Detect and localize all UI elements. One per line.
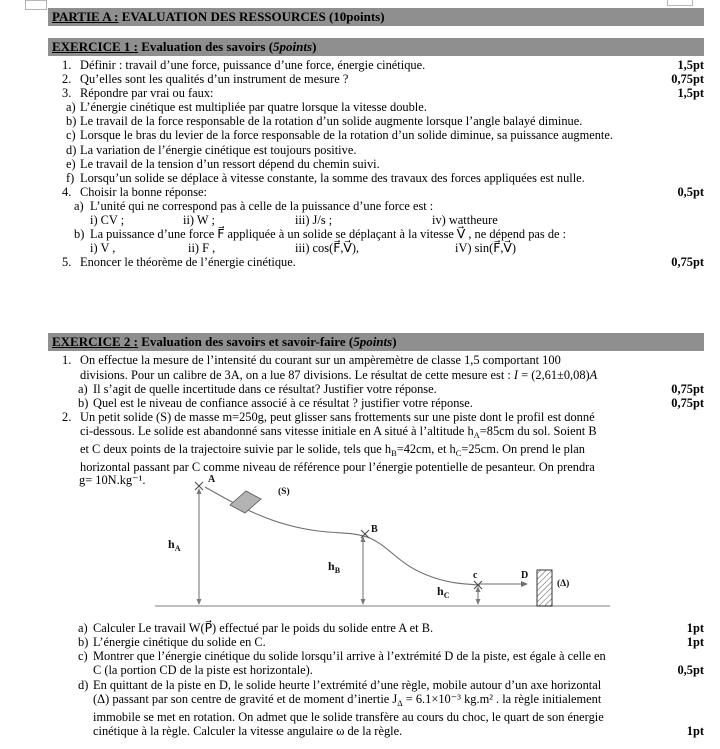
question-text: horizontal passant par C comme niveau de référence pour l’énergie potentielle de pesanteur. On prendra (80, 460, 595, 475)
item-letter: c) (78, 649, 88, 664)
label-hC: $h_C$ (437, 584, 450, 601)
partie-a-title: EVALUATION DES RESSOURCES (10points) (118, 9, 385, 24)
question-text: ci-dessous. Le solide est abandonné sans vitesse initiale en A situé à l’altitude $h_A=85cm$ du sol. Soient B (80, 423, 597, 440)
label-C: c (473, 570, 478, 582)
question-number: 2. (62, 72, 72, 87)
sub-question-row (48, 227, 704, 241)
points-label: 1,5pt (677, 58, 704, 72)
arrowhead (197, 488, 202, 494)
points-label: 0,5pt (677, 184, 704, 199)
question-row (48, 353, 704, 367)
physics-diagram (48, 474, 704, 621)
question-text: Répondre par vrai ou faux: (80, 86, 214, 101)
piste-profile-figure (150, 474, 620, 621)
question-row (48, 255, 704, 269)
exercice1-points: 5points (273, 39, 313, 54)
question-continuation (48, 368, 704, 382)
exercice1-label: EXERCICE 1 : (52, 39, 138, 54)
arrowhead (197, 599, 202, 605)
points-label: 1,5pt (677, 86, 704, 101)
exercice2-title: Evaluation des savoirs et savoir-faire ( (137, 334, 354, 350)
item-text: Le travail de la tension d’un ressort dépend du chemin suivi. (80, 156, 380, 171)
exercice1-title: Evaluation des savoirs ( (137, 39, 274, 54)
arrowhead-D (521, 581, 528, 587)
item-text: Montrer que l’énergie cinétique du solide lorsqu’il arrive à l’extrémité D de la piste, est égale à celle en (93, 649, 606, 664)
partie-a-label: PARTIE A : (52, 9, 119, 24)
question-continuation (48, 460, 704, 474)
question-number: 4. (62, 184, 72, 199)
scan-artifact-box (667, 0, 693, 6)
question-row (48, 58, 704, 72)
mcq-option: ii) W ; (183, 213, 215, 228)
sub-question-row (48, 621, 704, 635)
question-row (48, 72, 704, 86)
item-text: Il s’agit de quelle incertitude dans ce résultat? Justifier votre réponse. (93, 381, 437, 396)
sub-question-row (48, 396, 704, 410)
subscript: C (455, 447, 462, 458)
question-row (48, 185, 704, 199)
points-label: 0,75pt (671, 395, 704, 410)
item-letter: d) (66, 142, 77, 157)
sub-question-row (48, 635, 704, 649)
item-letter: b) (66, 114, 77, 129)
question-continuation (48, 692, 704, 710)
arrowhead (361, 599, 366, 605)
sub-question-row (48, 199, 704, 213)
item-text: La variation de l’énergie cinétique est toujours positive. (80, 142, 357, 157)
item-letter: f) (66, 170, 75, 185)
points-label: 0,75pt (671, 72, 704, 87)
exercice1-header (48, 38, 704, 56)
question-number: 5. (62, 255, 72, 270)
question-number: 3. (62, 86, 72, 101)
item-text: C (la portion CD de la piste est horizontale). (93, 663, 313, 678)
label-hA: $h_A$ (168, 537, 181, 554)
sub-question-row (48, 649, 704, 663)
exercice2-title-close: ) (392, 334, 397, 350)
label-B: B (371, 524, 378, 536)
question-continuation (48, 442, 704, 460)
unit-A: A (589, 367, 598, 382)
subscript: B (391, 447, 397, 458)
item-text: (Δ) passant par son centre de gravité et de moment d’inertie $J_\Delta = 6.1\times 10^{-3}$ kg.m² . la règle initialement (93, 691, 602, 708)
item-text: En quittant de la piste en D, le solide heurte l’extrémité d’une règle, mobile autour d’un axe horizontal (93, 677, 602, 692)
item-text: cinétique à la règle. Calculer la vitesse angulaire ω de la règle. (93, 723, 403, 738)
question-number: 2. (62, 409, 72, 424)
question-continuation (48, 424, 704, 442)
item-text: Calculer Le travail W(P⃗) effectué par le poids du solide entre A et B. (93, 621, 434, 636)
item-letter: c) (66, 128, 76, 143)
question-text: Un petit solide (S) de masse m=250g, peut glisser sans frottements sur une piste dont le profil est donné (80, 409, 595, 424)
exercice2-label: EXERCICE 2 : (52, 334, 138, 350)
question-number: 1. (62, 353, 72, 368)
question-number: 1. (62, 58, 72, 72)
symbol-I: I (513, 367, 519, 382)
label-delta: (Δ) (557, 579, 570, 590)
mcq-option: iv) wattheure (432, 213, 498, 228)
question-text: Enoncer le théorème de l’énergie cinétique. (80, 255, 296, 270)
question-continuation (48, 710, 704, 724)
partie-a-header (48, 8, 704, 26)
statement-row (48, 100, 704, 114)
item-text: immobile se met en rotation. On admet que le solide transfère au cours du choc, le quart de son énergie (93, 709, 604, 724)
mcq-option: iii) cos(F⃗,V⃗), (295, 241, 360, 256)
item-text: Lorsque le bras du levier de la force responsable de la rotation d’un solide diminue, sa puissance augmente. (80, 128, 613, 143)
mcq-options-row (90, 241, 704, 255)
label-hB: $h_B$ (328, 559, 341, 576)
exercice1-title-close: ) (312, 39, 317, 54)
item-text: La puissance d’une force F⃗ appliquée à un solide se déplaçant à la vitesse V⃗ , ne dépend pas de : (90, 227, 567, 242)
statement-row (48, 157, 704, 171)
item-letter: e) (66, 156, 76, 171)
sub-question-row (48, 382, 704, 396)
ruler-delta-shape (537, 570, 552, 606)
item-letter: b) (74, 227, 85, 242)
subscript: Δ (397, 697, 403, 708)
item-text: L’unité qui ne correspond pas à celle de la puissance d’une force est : (90, 198, 434, 213)
item-letter: b) (78, 395, 89, 410)
item-text: Lorsqu’un solide se déplace à vitesse constante, la somme des travaux des forces appliquées est nulle. (80, 170, 585, 185)
points-label: 0,75pt (671, 255, 704, 270)
statement-row (48, 143, 704, 157)
label-A: A (208, 474, 216, 486)
question-row (48, 410, 704, 424)
question-text: Choisir la bonne réponse: (80, 184, 207, 199)
points-label: 1pt (686, 621, 704, 636)
mcq-option: i) CV ; (90, 213, 125, 228)
statement-row (48, 128, 704, 142)
label-S: (S) (278, 487, 290, 498)
gravity-constant: g= 10N.kg⁻¹. (79, 473, 146, 488)
item-letter: b) (78, 635, 89, 650)
points-label: 1pt (686, 723, 704, 738)
mcq-option: iii) J/s ; (295, 213, 333, 228)
solid-S-shape (230, 491, 261, 513)
label-D: D (521, 570, 529, 582)
exam-page (48, 8, 704, 738)
mcq-option: i) V , (90, 241, 116, 256)
sub-question-row (48, 678, 704, 692)
item-text: L’énergie cinétique est multipliée par quatre lorsque la vitesse double. (80, 100, 427, 115)
statement-row (48, 171, 704, 185)
subscript: A (473, 429, 480, 440)
question-row (48, 86, 704, 100)
question-text: et C deux points de la trajectoire suivie par le solide, tels que $h_B=42cm$, et $h_C=25cm$. On prend le plan (80, 441, 585, 458)
mcq-options-row (90, 213, 704, 227)
item-text: L’énergie cinétique du solide en C. (93, 635, 266, 650)
statement-row (48, 114, 704, 128)
question-text: Qu’elles sont les qualités d’un instrument de mesure ? (80, 72, 349, 87)
question-continuation (48, 724, 704, 738)
points-label: 0,75pt (671, 381, 704, 396)
question-text: Définir : travail d’une force, puissance d’une force, énergie cinétique. (80, 58, 426, 72)
mcq-option: ii) F , (188, 241, 216, 256)
question-text: divisions. Pour un calibre de 3A, on a lue 87 divisions. Le résultat de cette mesure est : I = (2,61±0,08)A (80, 367, 598, 382)
question-continuation (48, 663, 704, 677)
item-letter: a) (74, 198, 84, 213)
item-letter: a) (78, 621, 88, 636)
arrowhead (476, 599, 481, 605)
question-text: On effectue la mesure de l’intensité du courant sur un ampèremètre de classe 1,5 comportant 100 (80, 353, 561, 368)
points-label: 1pt (686, 635, 704, 650)
item-letter: d) (78, 677, 89, 692)
exercice2-points: 5points (353, 334, 393, 350)
scan-artifact-box (25, 0, 47, 10)
item-letter: a) (66, 100, 76, 115)
points-label: 0,5pt (677, 663, 704, 678)
item-letter: a) (78, 381, 88, 396)
item-text: Quel est le niveau de confiance associé à ce résultat ? justifier votre réponse. (93, 395, 473, 410)
mcq-option: iV) sin(F⃗,V⃗) (455, 241, 517, 256)
exercice2-header (48, 333, 704, 351)
item-text: Le travail de la force responsable de la rotation d’un solide augmente lorsque l’angle balayé diminue. (80, 114, 583, 129)
